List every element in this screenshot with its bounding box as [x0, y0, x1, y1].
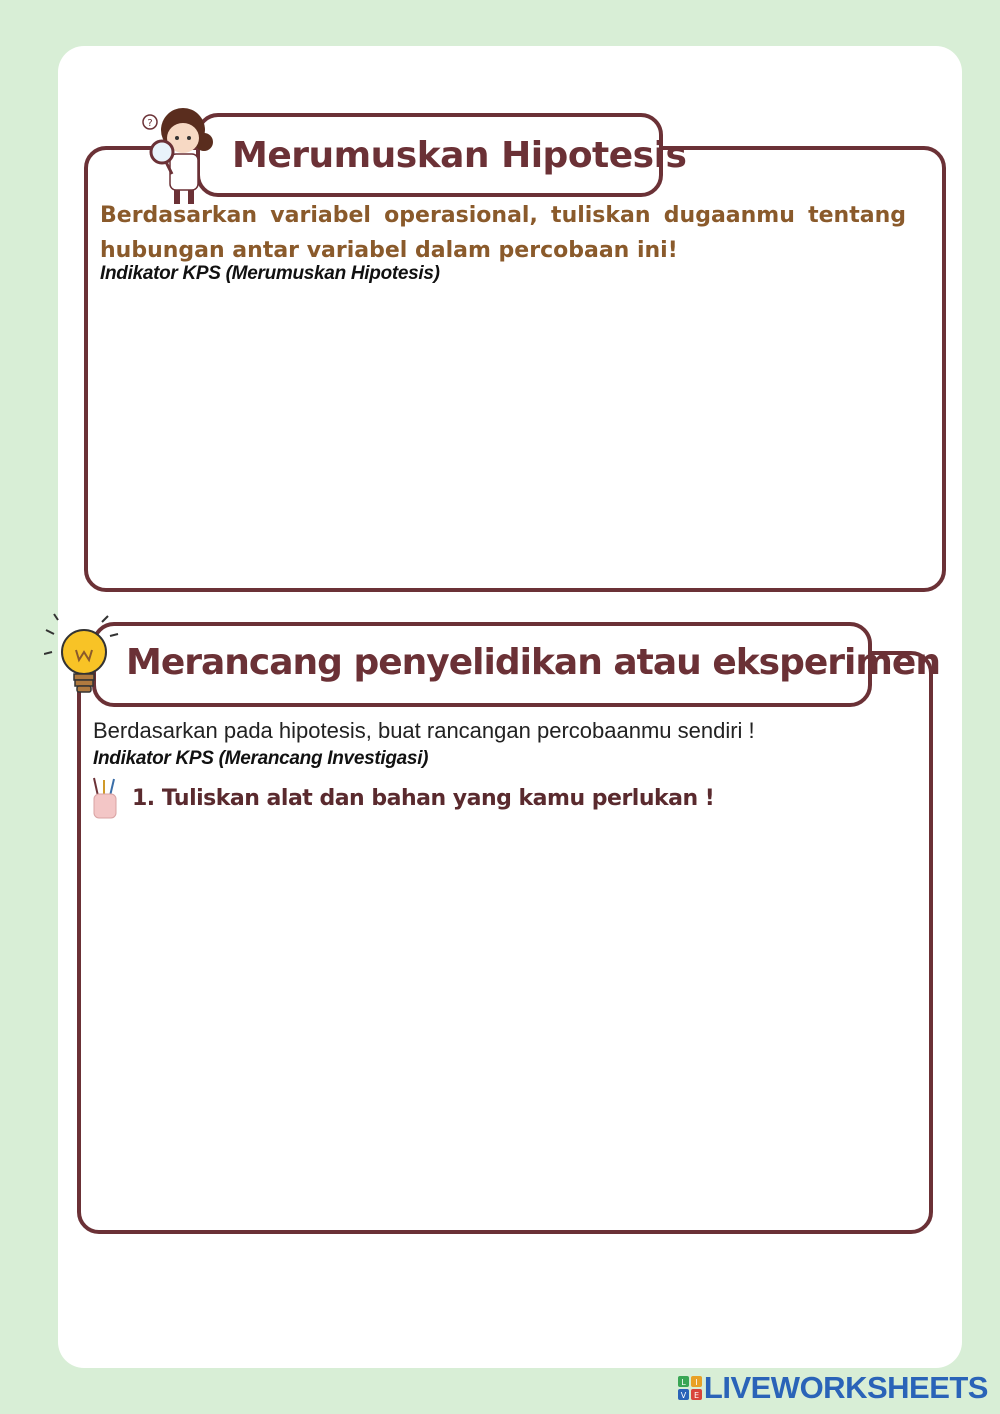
design-title: Merancang penyelidikan atau eksperimen [126, 642, 940, 683]
liveworksheets-brand-text: LIVEWORKSHEETS [703, 1370, 988, 1405]
design-question: Berdasarkan pada hipotesis, buat rancangan percobaanmu sendiri ! [93, 718, 755, 743]
scientist-girl-icon [138, 100, 228, 210]
liveworksheets-logo [678, 1370, 988, 1406]
tools-materials-prompt: 1. Tuliskan alat dan bahan yang kamu perlukan ! [132, 786, 715, 811]
svg-text:V: V [680, 1391, 687, 1400]
hypothesis-question: Berdasarkan variabel operasional, tuliskan dugaanmu tentang hubungan antar variabel dalam percobaan ini! [100, 203, 906, 263]
pencil-cup-icon [90, 776, 120, 820]
hypothesis-answer-area[interactable] [100, 300, 930, 578]
hypothesis-title: Merumuskan Hipotesis [232, 135, 687, 176]
svg-text:E: E [693, 1391, 699, 1400]
lightbulb-icon [44, 612, 124, 702]
svg-text:?: ? [147, 118, 153, 129]
svg-text:I: I [695, 1378, 698, 1387]
liveworksheets-logo-icon [678, 1376, 702, 1400]
tools-materials-answer-area[interactable] [93, 826, 919, 1220]
design-indicator: Indikator KPS (Merancang Investigasi) [93, 748, 429, 769]
svg-text:L: L [681, 1378, 686, 1387]
hypothesis-indicator: Indikator KPS (Merumuskan Hipotesis) [100, 263, 440, 284]
